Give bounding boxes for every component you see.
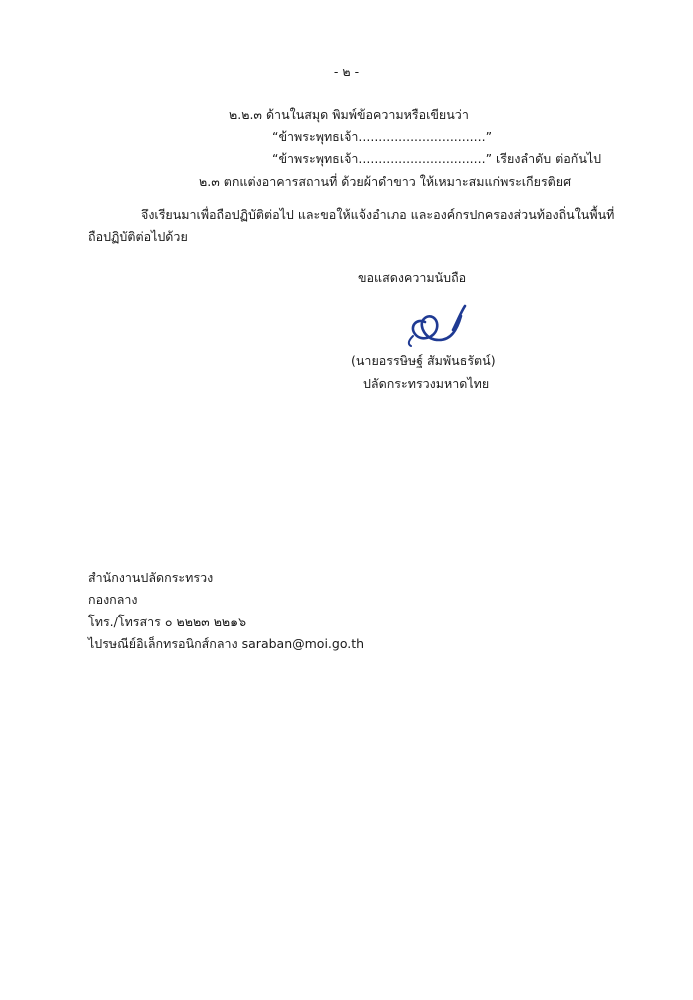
paragraph-line-1: จึงเรียนมาเพื่อถือปฏิบัติต่อไป และขอให้แจ้งอำเภอ และองค์กรปกครองส่วนท้องถิ่นในพื้นที่ <box>141 207 615 222</box>
signer-name: (นายอรรษิษฐ์ สัมพันธรัตน์) <box>351 353 496 368</box>
email-address: ไปรษณีย์อิเล็กทรอนิกส์กลาง saraban@moi.go.th <box>88 636 365 651</box>
item-2-2-3: ๒.๒.๓ ด้านในสมุด พิมพ์ข้อความหรือเขียนว่า <box>229 107 469 122</box>
page-number: - ๒ - <box>333 64 360 79</box>
phone-fax: โทร./โทรสาร ๐ ๒๒๒๓ ๒๒๑๖ <box>88 614 247 629</box>
office-name: สำนักงานปลัดกระทรวง <box>88 570 214 585</box>
quote-line-2: “ข้าพระพุทธเจ้า................................” เรียงลำดับ ต่อกันไป <box>272 151 602 166</box>
signer-position: ปลัดกระทรวงมหาดไทย <box>363 376 490 391</box>
quote-line-1: “ข้าพระพุทธเจ้า................................” <box>272 129 493 144</box>
paragraph-line-2: ถือปฏิบัติต่อไปด้วย <box>88 229 188 244</box>
signature-image <box>395 300 475 352</box>
item-2-3: ๒.๓ ตกแต่งอาคารสถานที่ ด้วยผ้าดำขาว ให้เหมาะสมแก่พระเกียรติยศ <box>199 174 572 189</box>
closing-salutation: ขอแสดงความนับถือ <box>358 270 467 285</box>
department-name: กองกลาง <box>88 592 138 607</box>
